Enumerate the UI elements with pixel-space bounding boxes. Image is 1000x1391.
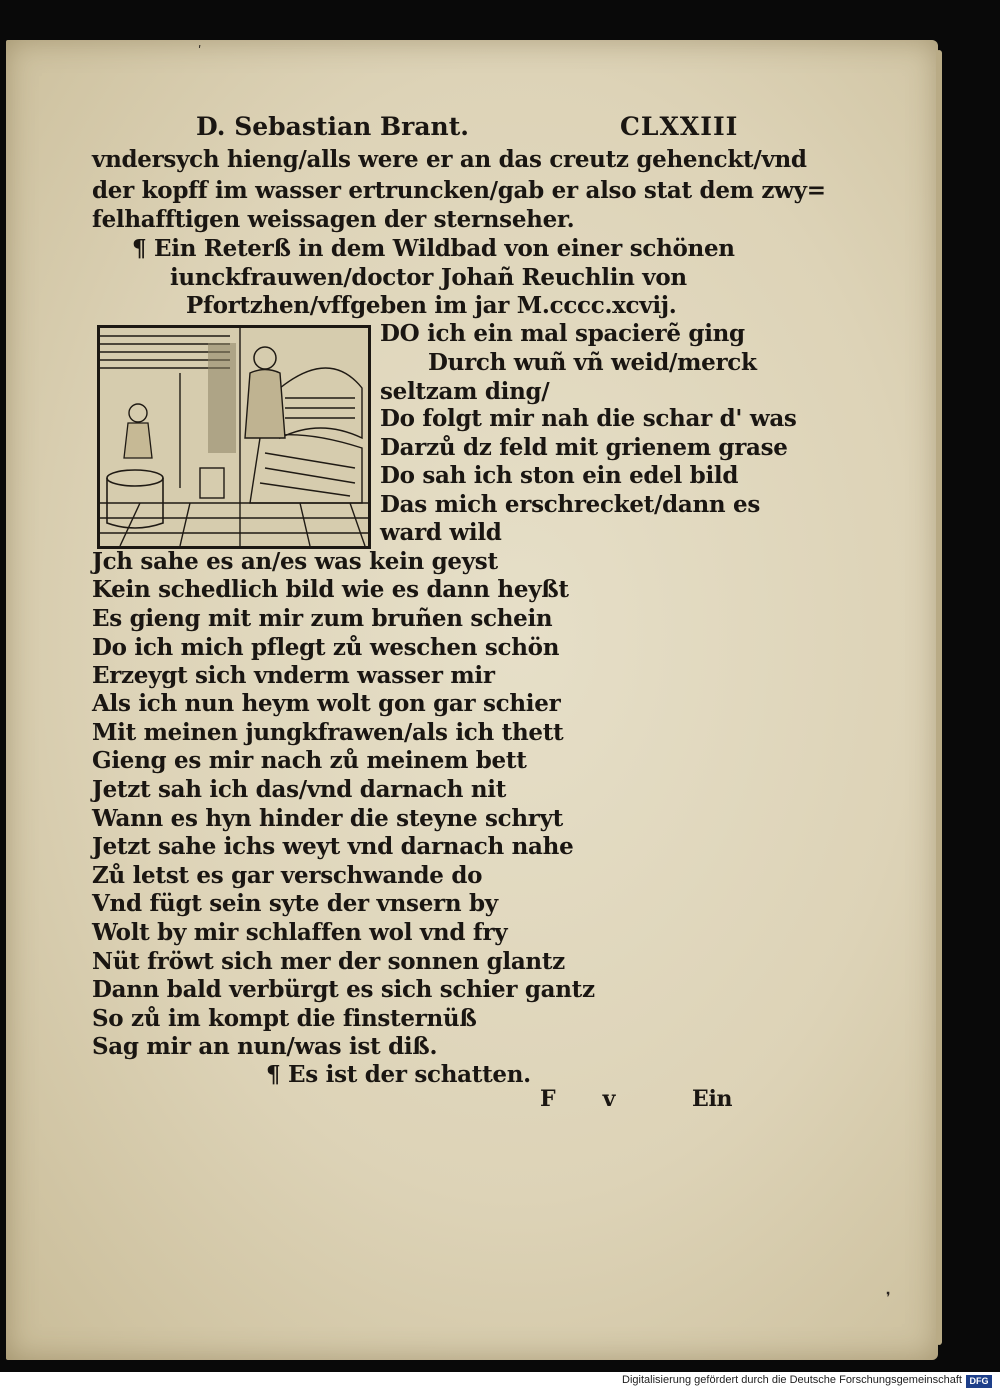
poem-line: Jch sahe es an/es was kein geyst — [92, 548, 498, 575]
poem-line: Darzů dz feld mit grienem grase — [380, 434, 788, 461]
answer-line: ¶ Es ist der schatten. — [266, 1061, 531, 1088]
poem-line: Das mich erschrecket/dann es — [380, 491, 761, 518]
poem-line: Sag mir an nun/was ist diß. — [92, 1033, 438, 1060]
poem-line: Do sah ich ston ein edel bild — [380, 462, 739, 489]
funding-credit: Digitalisierung gefördert durch die Deutsche Forschungsgemeinschaft — [622, 1374, 962, 1386]
poem-line: seltzam ding/ — [380, 378, 550, 405]
section-heading-line: ¶ Ein Reterß in dem Wildbad von einer schönen — [132, 235, 735, 262]
folio-number: CLXXIII — [620, 112, 739, 141]
digitization-footer — [0, 1372, 1000, 1391]
poem-line: So zů im kompt die finsternüß — [92, 1005, 477, 1032]
prose-line: felhafftigen weissagen der sternseher. — [92, 206, 575, 233]
poem-line: Zů letst es gar verschwande do — [92, 862, 483, 889]
poem-line: Mit meinen jungkfrawen/als ich thett — [92, 719, 564, 746]
prose-line: der kopff im wasser ertruncken/gab er also stat dem zwy= — [92, 177, 826, 204]
stain-mark: ʹ — [198, 44, 202, 58]
poem-line: Vnd fügt sein syte der vnsern by — [92, 890, 498, 917]
poem-line: DO ich ein mal spacierẽ ging — [380, 320, 745, 347]
running-header-author: D. Sebastian Brant. — [196, 112, 469, 141]
section-heading-line: iunckfrauwen/doctor Johañ Reuchlin von — [170, 264, 687, 291]
prose-line: vndersych hieng/alls were er an das creutz gehenckt/vnd — [92, 146, 807, 173]
page-edge — [936, 50, 942, 1345]
poem-line: Kein schedlich bild wie es dann heyßt — [92, 576, 569, 603]
poem-line: Als ich nun heym wolt gon gar schier — [92, 690, 561, 717]
poem-line: Dann bald verbürgt es sich schier gantz — [92, 976, 595, 1003]
poem-line: Jetzt sahe ichs weyt vnd darnach nahe — [92, 833, 574, 860]
catchword: Ein — [692, 1086, 733, 1112]
stain-mark: ❜ — [886, 1290, 891, 1306]
poem-line: Wann es hyn hinder die steyne schryt — [92, 805, 563, 832]
woodcut-engraving — [100, 328, 368, 546]
poem-line: Erzeygt sich vnderm wasser mir — [92, 662, 495, 689]
poem-line: Nüt fröwt sich mer der sonnen glantz — [92, 948, 565, 975]
woodcut-illustration — [97, 325, 371, 549]
poem-line: Wolt by mir schlaffen wol vnd fry — [92, 919, 508, 946]
signature-mark: F v — [540, 1086, 616, 1112]
poem-line: Do folgt mir nah die schar d' was — [380, 405, 797, 432]
section-heading-line: Pfortzhen/vffgeben im jar M.cccc.xcvij. — [186, 292, 677, 319]
poem-line: Durch wuñ vñ weid/merck — [428, 349, 757, 376]
poem-line: Jetzt sah ich das/vnd darnach nit — [92, 776, 507, 803]
poem-line: ward wild — [380, 519, 502, 546]
dfg-logo: DFG — [966, 1375, 992, 1388]
poem-line: Es gieng mit mir zum bruñen schein — [92, 605, 553, 632]
poem-line: Do ich mich pflegt zů weschen schön — [92, 634, 560, 661]
poem-line: Gieng es mir nach zů meinem bett — [92, 747, 527, 774]
